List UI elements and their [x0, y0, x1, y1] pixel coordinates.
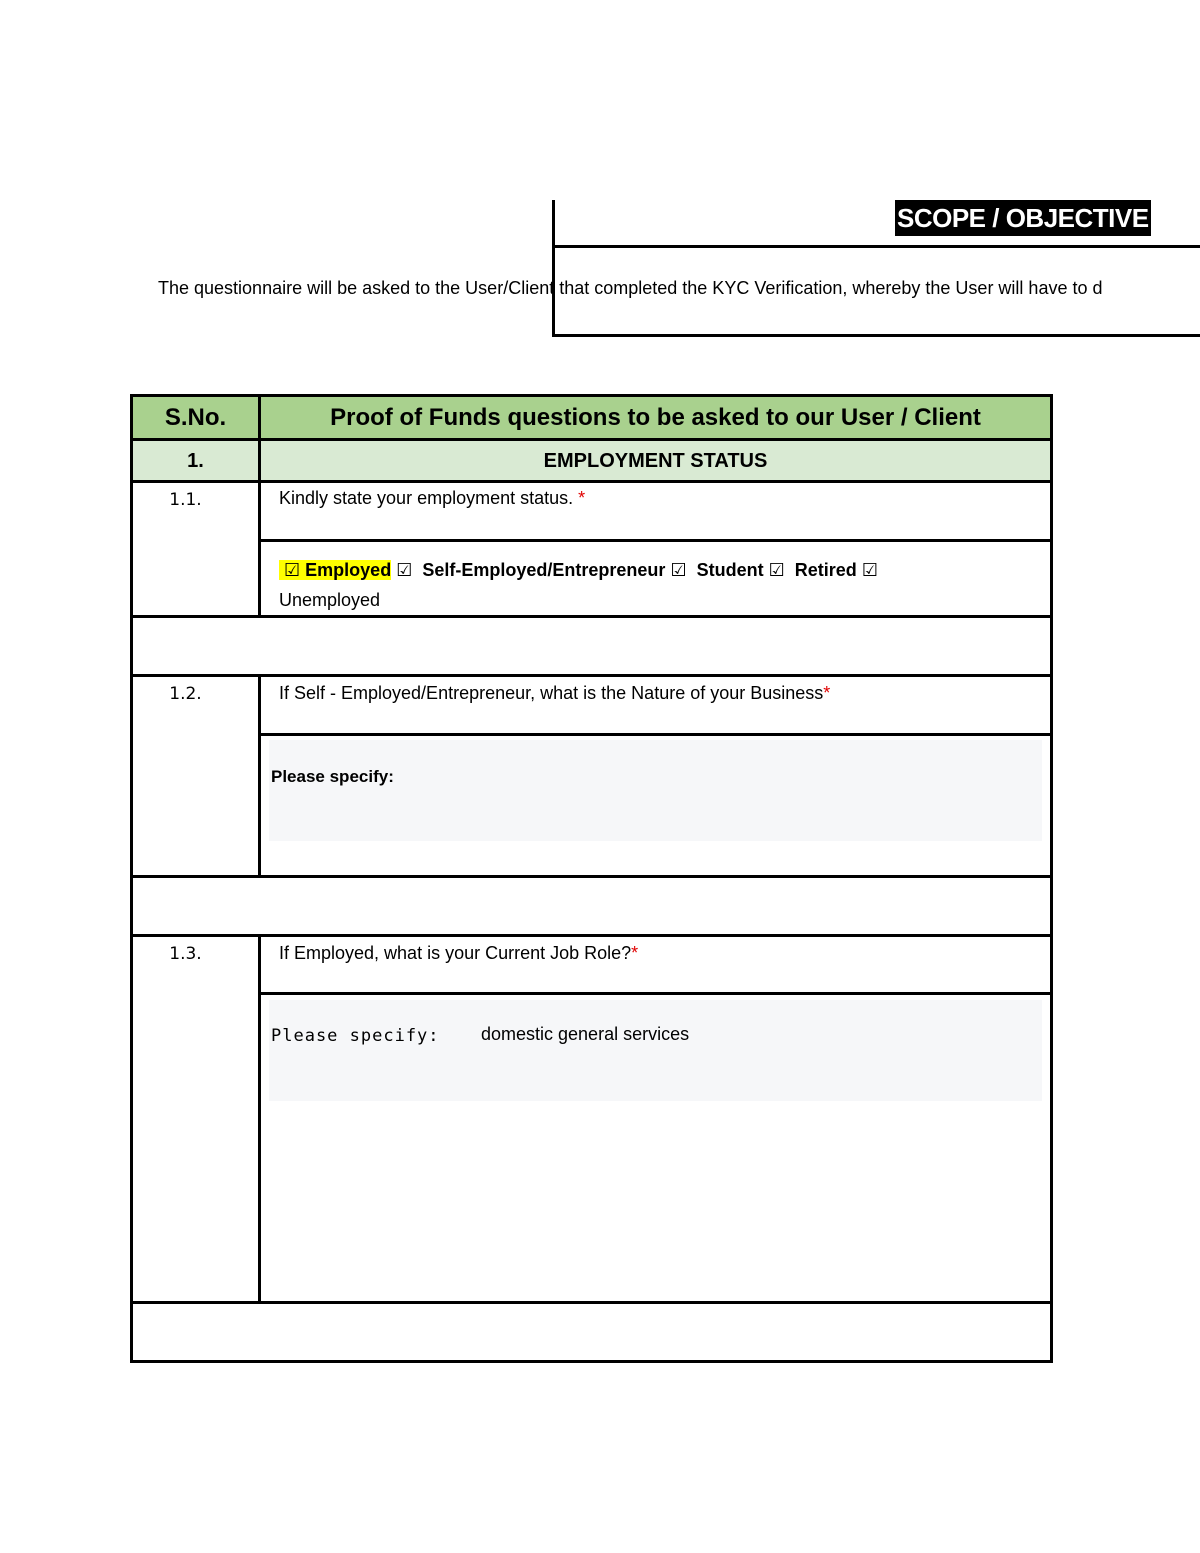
- section-number: 1.: [187, 450, 204, 472]
- row-border: [133, 875, 1050, 878]
- option-retired[interactable]: [769, 560, 857, 580]
- required-marker: *: [823, 683, 831, 703]
- question-number: 1.2.: [169, 684, 202, 704]
- question-text: [279, 683, 830, 704]
- option-label: Unemployed: [279, 590, 381, 610]
- option-student[interactable]: [670, 560, 763, 580]
- option-label: Retired: [794, 560, 857, 580]
- row-border: [133, 615, 1050, 618]
- section-title: EMPLOYMENT STATUS: [543, 450, 768, 472]
- question-label: If Self - Employed/Entrepreneur, what is the Nature of your Business: [279, 683, 824, 703]
- scope-bottom-border: [552, 334, 1200, 337]
- checkbox-icon: ☑: [861, 560, 878, 580]
- scope-left-border: [552, 200, 555, 337]
- specify-label: Please specify:: [271, 767, 394, 786]
- checkbox-icon: ☑: [396, 560, 413, 580]
- required-marker: *: [578, 488, 586, 508]
- checkbox-icon: ☑: [768, 560, 785, 580]
- row-border: [133, 674, 1050, 677]
- scope-title: SCOPE / OBJECTIVE: [895, 200, 1151, 236]
- business-specify-field[interactable]: [269, 740, 1042, 841]
- option-label: Student: [696, 560, 764, 580]
- header-sno: S.No.: [164, 404, 227, 431]
- checkbox-icon: ☑: [284, 560, 301, 580]
- question-number: 1.1.: [169, 490, 202, 510]
- row-border: [133, 480, 1050, 483]
- job-role-specify-field[interactable]: [269, 1000, 1042, 1101]
- row-border: [261, 992, 1050, 995]
- option-label: Self-Employed/Entrepreneur: [422, 560, 666, 580]
- row-border: [133, 1301, 1050, 1304]
- question-number: 1.3.: [169, 944, 202, 964]
- specify-label: Please specify:: [271, 1026, 440, 1046]
- header-title: Proof of Funds questions to be asked to our User / Client: [330, 404, 981, 431]
- checkbox-icon: ☑: [670, 560, 687, 580]
- required-marker: *: [631, 943, 639, 963]
- scope-divider: [552, 245, 1200, 248]
- row-border: [261, 733, 1050, 736]
- column-divider: [258, 676, 261, 877]
- question-label: If Employed, what is your Current Job Role?: [279, 943, 632, 963]
- row-border: [261, 539, 1050, 542]
- option-employed[interactable]: [279, 560, 391, 580]
- specify-answer: domestic general services: [481, 1024, 690, 1044]
- scope-intro-text: The questionnaire will be asked to the User/Client that completed the KYC Verification, whereby the User will have to d: [158, 278, 1103, 298]
- employment-options: [279, 555, 959, 615]
- question-label: Kindly state your employment status.: [279, 488, 579, 508]
- row-border: [133, 934, 1050, 937]
- option-self-employed[interactable]: [396, 560, 665, 580]
- question-text: [279, 488, 585, 509]
- question-text: [279, 943, 638, 964]
- option-label: Employed: [305, 560, 392, 580]
